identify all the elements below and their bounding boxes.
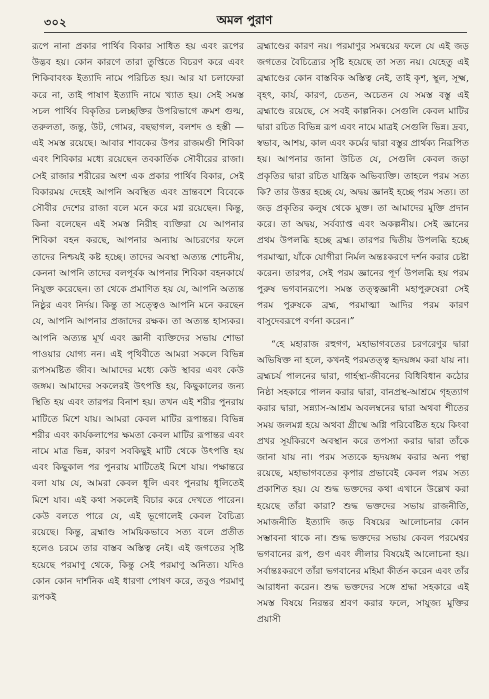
right-column-text: ব্রহ্মাণ্ডের কারণ নয়। পরমাণুর সমন্বয়ের ফলে যে এই জড় জগতের বৈচিত্র্যের সৃষ্টি হয়েছে তা সত্য নয়। যেহেতু এই ব্রহ্মাণ্ডের কোন বাস্তবিক অস্তিত্ব নেই, তাই কৃশ, স্থূল, সূক্ষ্ম, বৃহৎ, কার্য, কারণ, চেতন, অচেতন যে সমস্ত বস্তু এই ব্রহ্মাণ্ডে রয়েছে, সে সবই কাল্পনিক। সেগুলি কেবল মাটির দ্বারা রচিত বিভিন্ন রূপ এবং নামে মাত্রই সেগুলি ভিন্ন। দ্রব্য, স্বভাব, আশয়, কাল এবং কর্মের দ্বারা বস্তুর প্রার্থক্য নিরূপিত হয়। আপনার জানা উচিত যে, সেগুলি কেবল জড়া প্রকৃতির দ্বারা রচিত যান্ত্রিক অভিব্যক্তি। তাহলে পরম সত্য কি? তার উত্তর হচ্ছে যে, অদ্বয় জ্ঞানই হচ্ছে পরম সত্য। তা জড় প্রকৃতির কলুষ থেকে মুক্ত। তা আমাদের মুক্তি প্রদান করে। তা অদ্বয়, সর্বব্যাপ্ত এবং অকল্পনীয়। সেই জ্ঞানের প্রথম উপলব্ধি হচ্ছে ব্রহ্ম। তারপর দ্বিতীয় উপলব্ধি হচ্ছে পরমাত্মা, যাঁকে যোগীরা নির্মল অন্তঃকরণে দর্শন করার চেষ্টা করেন। তারপর, সেই পরম জ্ঞানের পূর্ণ উপলব্ধি হয় পরম পুরুষ ভগবানরূপে। সমস্ত তত্ত্বজ্ঞানী মহাপুরুষেরা সেই পরম পুরুষকে ব্রহ্ম, পরমাত্মা আদির পরম কারণ বাসুদেবরূপে বর্ণনা করেন।” (257, 41, 469, 328)
header-rule (44, 32, 467, 33)
running-title: অমল পুরাণ (216, 13, 273, 27)
quote-paragraph: “হে মহারাজ রহুগণ, মহাভাগবতের চরণরেণুর দ্বারা অভিষিক্ত না হলে, কখনই পরমতত্ত্ব হৃদয়ঙ্গম করা যায় না। ব্রহ্মচর্য পালনের দ্বারা, গার্হস্থ্য-জীবনের বিধিবিধান কঠোর নিষ্ঠা সহকারে পালন করার দ্বারা, বানপ্রস্থ-আশ্রমে গৃহত্যাগ করার দ্বারা, সন্ন্যাস-আশ্রম অবলম্বনের দ্বারা অথবা শীতের সময় জলমগ্ন হয়ে অথবা গ্রীষ্মে অগ্নি পরিবেষ্টিত হয়ে কিংবা প্রখর সূর্যকিরণে অবস্থান করে তপস্যা করার দ্বারা তাঁকে জানা যায় না। পরম সত্যকে হৃদয়ঙ্গম করার অন্য পন্থা রয়েছে, মহাভাগবতের কৃপার প্রভাবেই কেবল পরম সত্য প্রকাশিত হয়। যে শুদ্ধ ভক্তদের কথা এখানে উল্লেখ করা হয়েছে তাঁরা কারা? শুদ্ধ ভক্তদের সভায় রাজনীতি, সমাজনীতি ইত্যাদি জড় বিষয়ের আলোচনার কোন সম্ভাবনা থাকে না। শুদ্ধ ভক্তদের সভায় কেবল পরমেশ্বর ভগবানের রূপ, গুণ এবং লীলার বিষয়েই আলোচনা হয়। সর্বান্তঃকরণে তাঁরা ভগবানের মহিমা কীর্তন করেন এবং তাঁর আরাধনা করেন। শুদ্ধ ভক্তদের সঙ্গে শ্রদ্ধা সহকারে এই সমস্ত বিষয়ে নিরন্তর শ্রবণ করার ফলে, সাযুজ্য মুক্তির প্রয়াসী (257, 338, 469, 626)
right-column (257, 39, 469, 694)
left-column (32, 39, 244, 694)
left-column-text: রূপে নানা প্রকার পার্থিব বিকার সাধিত হয় এবং রূপের উদ্ভব হয়। কোন কারণে তারা তুপ্তিতে বিচরণ করে এবং শিকিবাবংক ইত্যাদি নামে পরিচিত হয়। আর যা চলাফেরা করে না, তাই পাষাণ ইত্যাদি নামে খ্যাত হয়। সেই সমস্ত সচল পার্থিব বিকৃতির চলচ্ছক্তির উপরিভাগে ক্রমশ গুল্ম, তরুলতা, জন্তু, উট, গোমর, বছছাগল, বলশদ ও হস্তী — এই সমস্ত রয়েছে। আবার শাবকের উপর রাজমণ্ডী শিবিকা এবং শিবিকার মধ্যে রয়েছেন তবকাৰ্তিক সৌবীরের রাজা। সেই রাজার শরীরের অংশ এক প্রকার পার্থিব বিকার, সেই বিকারময় দেহেই আপনি অবস্থিত এবং ভ্রান্তবশে বিবেকে সৌবীর দেশের রাজা বলে মনে করে মগ্ন রয়েছেন। কিন্তু, কিনা বলেছেন এই সমস্ত নিরীহ ব্যক্তিরা যে আপনার শিবিকা বহন করছে, আপনার অন্যায় আচরণের ফলে তাদের নিশ্চয়ই কষ্ট হচ্ছে। তাদের অবস্থা অত্যন্ত শোচনীয়, কেননা আপনি তাদের বলপূর্বক আপনার শিবিকা বহনকার্যে নিযুক্ত করেছেন। তা থেকে প্রমাণিত হয় যে, আপনি অত্যন্ত নিষ্ঠুর এবং নির্দয়। কিন্তু তা সত্ত্বেও আপনি মনে করছেন যে, আপনি আপনার প্রজাদের রক্ষক। তা অত্যন্ত হাস্যকর। আপনি অত্যন্ত মূর্খ এবং জ্ঞানী ব্যক্তিদের সভায় শোভা পাওয়ার যোগ্য নন। এই পৃথিবীতে আমরা সকলে বিভিন্ন রূপসমষ্টিত জীব। আমাদের মধ্যে কেউ স্থাবর এবং কেউ জঙ্গম। আমাদের সকলেরই উৎপত্তি হয়, কিছুকালের জন্য স্থিতি হয় এবং তারপর বিনাশ হয়। তখন এই শরীর পুনরায় মাটিতে মিশে যায়। আমরা কেবল মাটির রূপান্তর। বিভিন্ন শরীর এবং কার্যকলাপের ক্ষমতা কেবল মাটির রূপান্তর এবং নামে মাত্র ভিন্ন, কারণ সবকিছুই মাটি থেকে উৎপত্তি হয় এবং কিছুকাল পর পুনরায় মাটিতেই মিশে যায়। পক্ষান্তরে বলা যায় যে, আমরা কেবল ধূলি এবং পুনরায় ধূলিতেই মিশে যাব। এই কথা সকলেই বিচার করে দেখতে পারেন। কেউ বলতে পারে যে, এই ভূগোলেই কেবল বৈচিত্র্য রয়েছে। কিন্তু, ব্রহ্মাণ্ড সাময়িকভাবে সত্য বলে প্রতীত হলেও চরমে তার বাস্তব অস্তিত্ব নেই। এই জগতের সৃষ্টি হয়েছে পরমাণু থেকে, কিন্তু সেই পরমাণু অনিত্য। যদিও কোন কোন দার্শনিক এই ধারণা পোষণ করে, তবুও পরমাণু রূপকই (32, 41, 244, 603)
page-number: ৩০২ (44, 16, 67, 29)
